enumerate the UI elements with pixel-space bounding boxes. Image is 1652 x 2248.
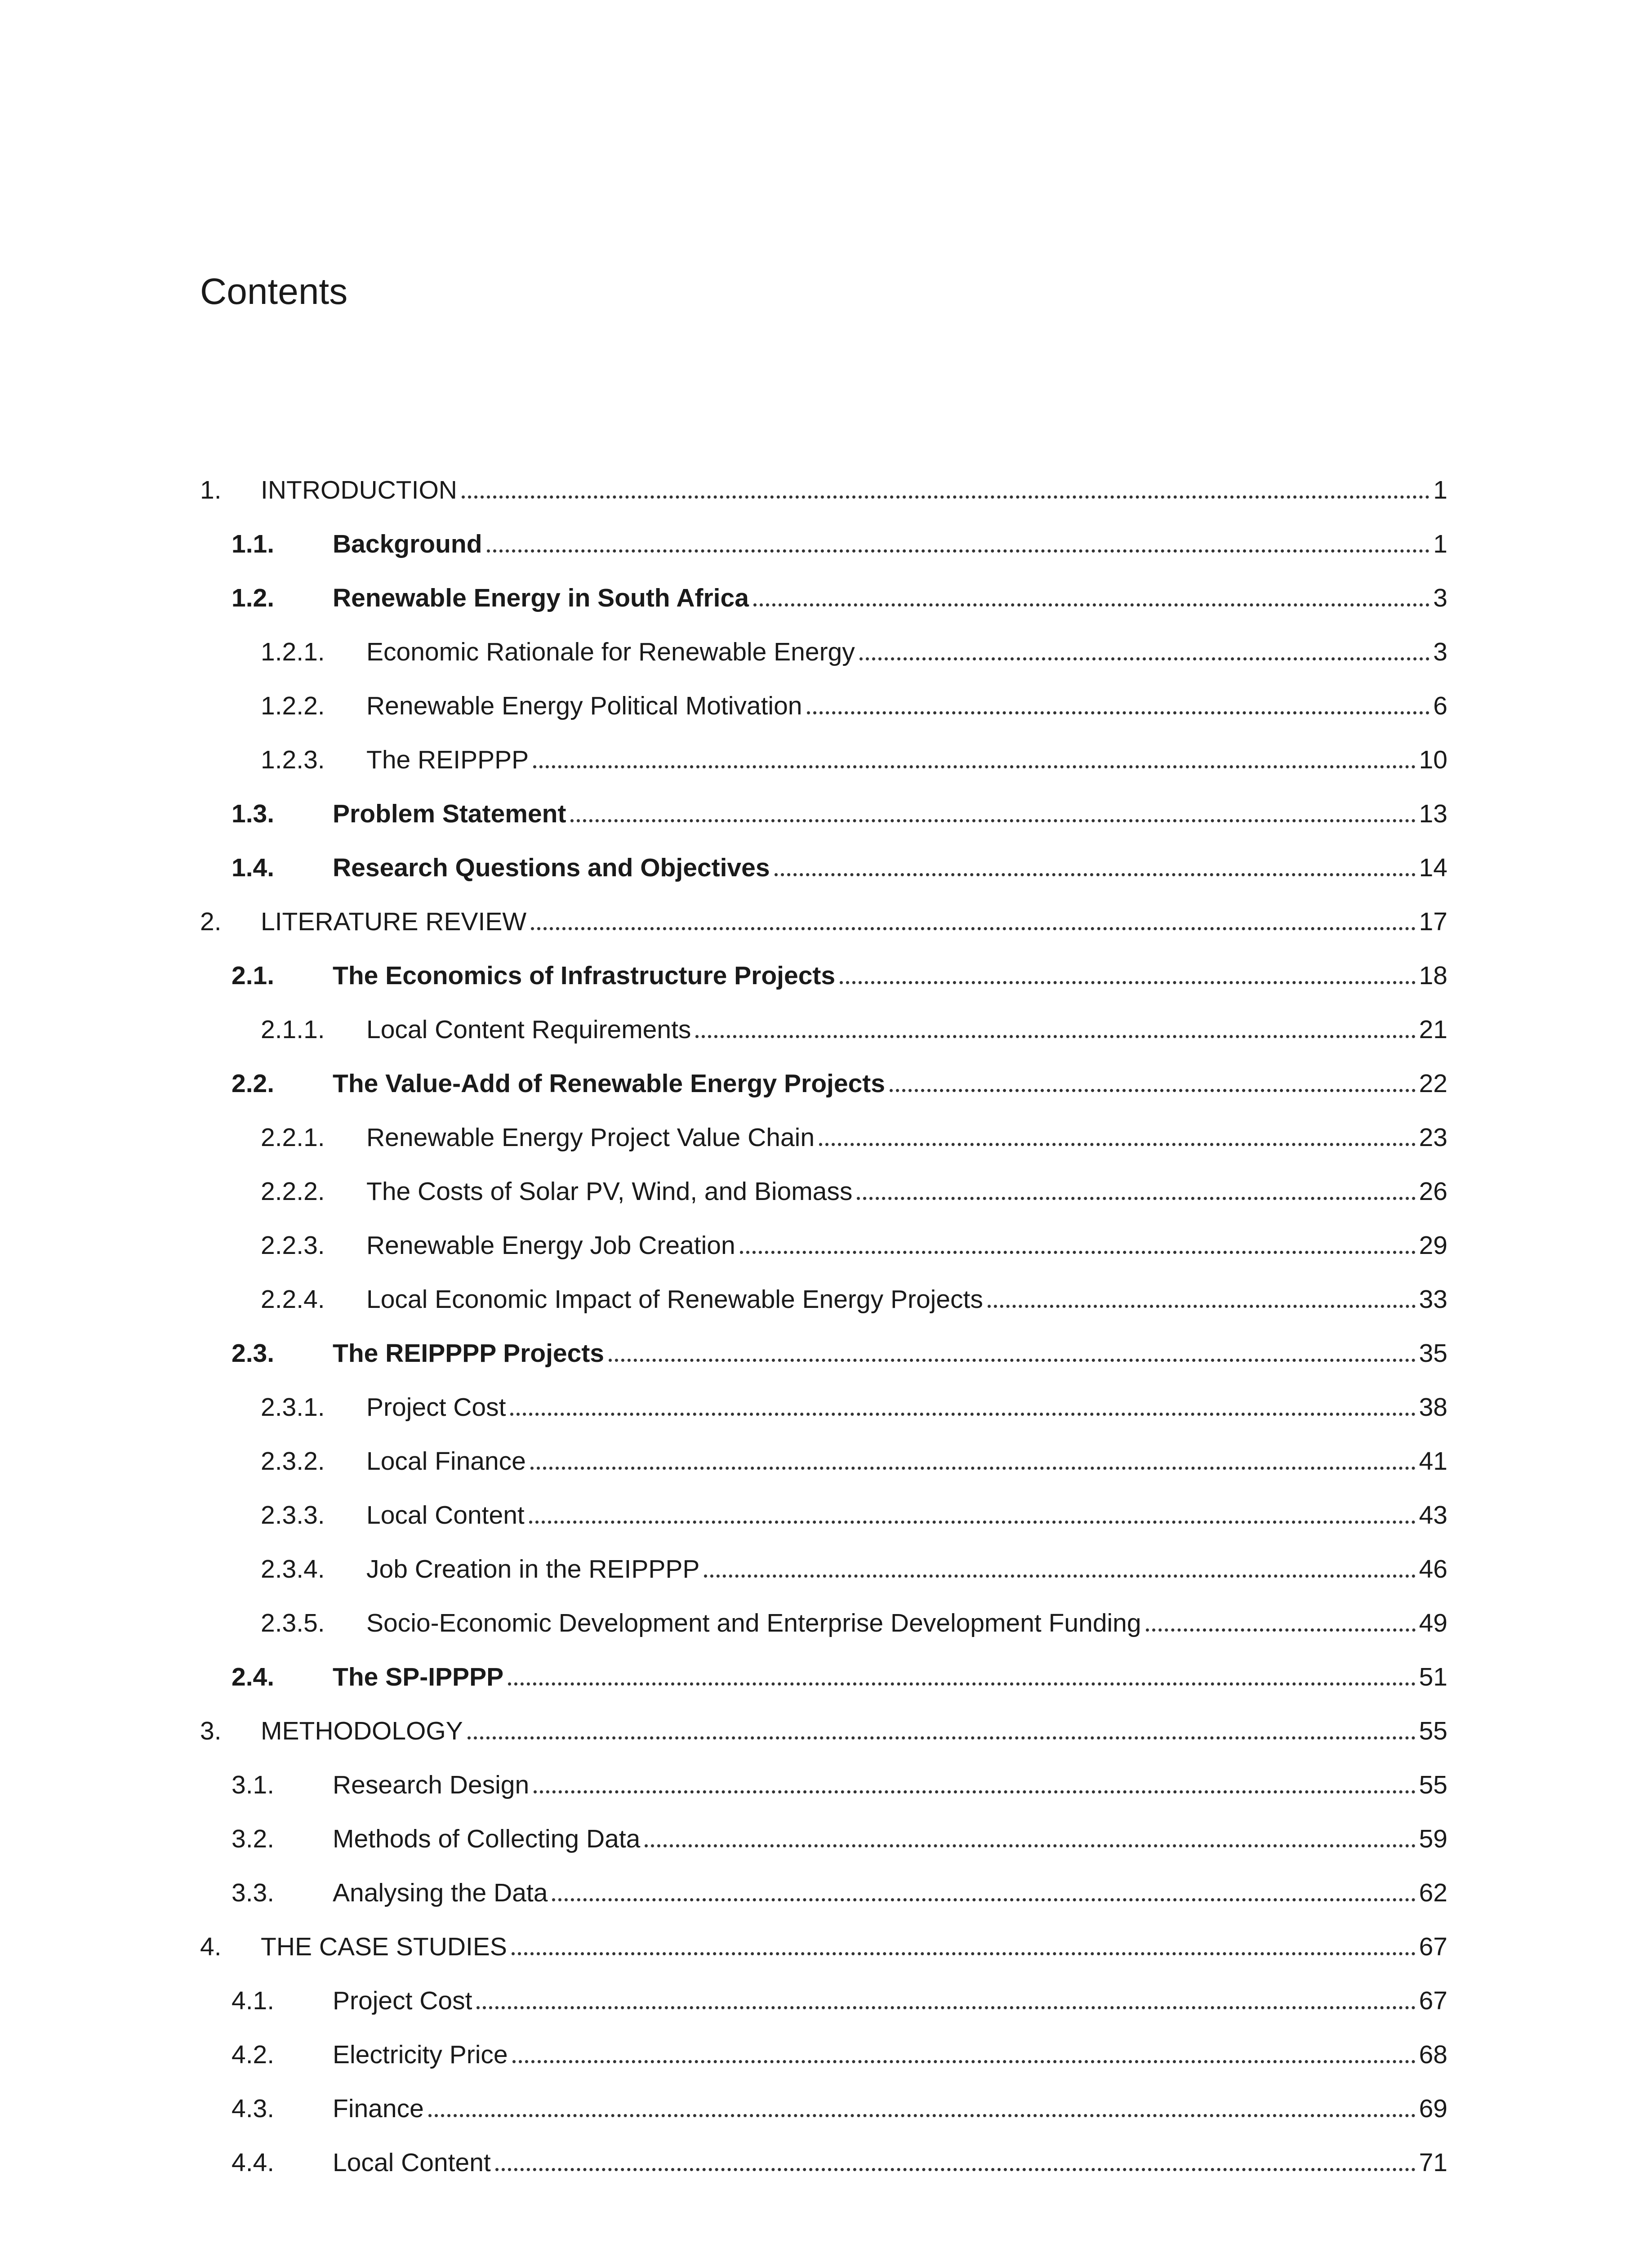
- dot-leader: [552, 1898, 1415, 1901]
- toc-entry-title[interactable]: THE CASE STUDIES: [261, 1934, 512, 1960]
- toc-entry-title[interactable]: Methods of Collecting Data: [333, 1826, 645, 1852]
- toc-entry-title[interactable]: The Costs of Solar PV, Wind, and Biomass: [366, 1179, 857, 1204]
- toc-entry-page-number[interactable]: 21: [1419, 1015, 1447, 1044]
- toc-entry-line: [366, 1017, 1447, 1043]
- toc-entry-page-number[interactable]: 1: [1433, 529, 1447, 558]
- dot-leader: [510, 1413, 1415, 1416]
- toc-entry-page-number[interactable]: 38: [1419, 1392, 1447, 1422]
- toc-entry-number: 2.2.4.: [261, 1285, 325, 1314]
- toc-entry-number: 1.4.: [232, 853, 275, 882]
- dot-leader: [859, 657, 1430, 660]
- toc-entry-page-number[interactable]: 43: [1419, 1500, 1447, 1530]
- toc-entry-title[interactable]: The REIPPPP Projects: [333, 1341, 609, 1366]
- toc-entry-number: 1.2.1.: [261, 637, 325, 666]
- toc-entry-line: [333, 1988, 1447, 2014]
- toc-entry-page-number[interactable]: 49: [1419, 1608, 1447, 1637]
- toc-entry-line: [366, 1392, 1447, 1422]
- page-title: Contents: [200, 271, 348, 312]
- toc-entry-number: 1.1.: [232, 529, 275, 558]
- toc-entry-title[interactable]: Local Content: [366, 1503, 529, 1528]
- toc-entry-page-number[interactable]: 29: [1419, 1231, 1447, 1260]
- toc-entry-number: 4.4.: [232, 2148, 275, 2177]
- toc-entry-title[interactable]: Finance: [333, 2096, 428, 2122]
- toc-entry[interactable]: [200, 1272, 1447, 1326]
- toc-entry-page-number[interactable]: 3: [1433, 583, 1447, 612]
- toc-entry[interactable]: [200, 733, 1447, 787]
- toc-entry-line: [261, 909, 1447, 935]
- dot-leader: [890, 1089, 1416, 1092]
- toc-entry-title[interactable]: INTRODUCTION: [261, 477, 462, 503]
- toc-entry-line: [333, 1664, 1447, 1690]
- dot-leader: [512, 1952, 1416, 1955]
- toc-entry-page-number[interactable]: 51: [1419, 1662, 1447, 1691]
- toc-entry-page-number[interactable]: 17: [1419, 907, 1447, 936]
- toc-entry-title[interactable]: Local Content: [333, 2150, 495, 2176]
- toc-entry-page-number[interactable]: 35: [1419, 1338, 1447, 1368]
- toc-entry-page-number[interactable]: 1: [1433, 475, 1447, 504]
- toc-entry[interactable]: [200, 1542, 1447, 1596]
- toc-entry-title[interactable]: Economic Rationale for Renewable Energy: [366, 639, 859, 665]
- toc-entry[interactable]: [200, 1488, 1447, 1542]
- toc-entry-line: [366, 1125, 1447, 1151]
- toc-entry-number: 4.: [200, 1932, 222, 1961]
- toc-entry-number: 2.3.: [232, 1338, 275, 1368]
- toc-entry-number: 2.3.3.: [261, 1500, 325, 1530]
- toc-entry-number: 3.3.: [232, 1878, 275, 1907]
- dot-leader: [530, 1467, 1416, 1470]
- dot-leader: [840, 981, 1415, 984]
- toc-entry-page-number[interactable]: 69: [1419, 2094, 1447, 2123]
- toc-entry-number: 1.2.3.: [261, 745, 325, 774]
- toc-entry-line: [366, 1554, 1447, 1583]
- dot-leader: [508, 1682, 1415, 1686]
- toc-entry[interactable]: [200, 1974, 1447, 2028]
- dot-leader: [857, 1197, 1415, 1200]
- toc-entry-line: [333, 1772, 1447, 1798]
- toc-entry-number: 2.1.: [232, 961, 275, 990]
- toc-entry-page-number[interactable]: 13: [1419, 799, 1447, 828]
- toc-entry-page-number[interactable]: 6: [1433, 691, 1447, 720]
- toc-entry-number: 2.: [200, 907, 222, 936]
- toc-entry-page-number[interactable]: 59: [1419, 1824, 1447, 1853]
- toc-entry-line: [366, 747, 1447, 773]
- toc-entry-page-number[interactable]: 67: [1419, 1986, 1447, 2015]
- dot-leader: [529, 1521, 1416, 1524]
- toc-entry[interactable]: [200, 1218, 1447, 1272]
- toc-entry-number: 1.2.2.: [261, 691, 325, 720]
- toc-entry[interactable]: [200, 1812, 1447, 1866]
- toc-entry[interactable]: [200, 517, 1447, 571]
- dot-leader: [740, 1251, 1416, 1254]
- toc-entry[interactable]: [200, 1111, 1447, 1164]
- toc-entry-number: 3.1.: [232, 1770, 275, 1799]
- dot-leader: [1146, 1628, 1416, 1632]
- toc-entry[interactable]: [200, 949, 1447, 1003]
- toc-entry-title[interactable]: Job Creation in the REIPPPP: [366, 1557, 704, 1582]
- toc-entry-line: [333, 801, 1447, 827]
- toc-entry[interactable]: [200, 895, 1447, 949]
- toc-entry-page-number[interactable]: 68: [1419, 2040, 1447, 2069]
- toc-entry-number: 3.: [200, 1716, 222, 1745]
- toc-entry[interactable]: [200, 571, 1447, 625]
- toc-entry[interactable]: [200, 625, 1447, 679]
- toc-entry-line: [366, 639, 1447, 665]
- toc-entry[interactable]: [200, 1758, 1447, 1812]
- dot-leader: [819, 1143, 1416, 1146]
- toc-entry-page-number[interactable]: 10: [1419, 745, 1447, 774]
- toc-entry[interactable]: [200, 2136, 1447, 2190]
- toc-entry-line: [333, 1880, 1447, 1906]
- dot-leader: [695, 1035, 1415, 1038]
- toc-entry-page-number[interactable]: 3: [1433, 637, 1447, 666]
- toc-entry-title[interactable]: The REIPPPP: [366, 747, 533, 773]
- toc-entry-line: [366, 1500, 1447, 1530]
- toc-entry-page-number[interactable]: 71: [1419, 2148, 1447, 2177]
- toc-entry[interactable]: [200, 841, 1447, 895]
- toc-entry-title[interactable]: Research Questions and Objectives: [333, 855, 775, 881]
- toc-entry-number: 3.2.: [232, 1824, 275, 1853]
- toc-entry-title[interactable]: LITERATURE REVIEW: [261, 909, 531, 935]
- toc-entry[interactable]: [200, 2082, 1447, 2136]
- toc-entry-line: [366, 1287, 1447, 1312]
- toc-entry-page-number[interactable]: 55: [1419, 1716, 1447, 1745]
- toc-entry[interactable]: [200, 1650, 1447, 1704]
- toc-entry-number: 2.1.1.: [261, 1015, 325, 1044]
- toc-entry-line: [366, 1179, 1447, 1204]
- toc-entry-number: 4.2.: [232, 2040, 275, 2069]
- toc-entry-number: 2.2.1.: [261, 1123, 325, 1152]
- toc-entry-title[interactable]: Local Economic Impact of Renewable Energy Projects: [366, 1287, 988, 1312]
- toc-entry-number: 2.2.3.: [261, 1231, 325, 1260]
- toc-entry-page-number[interactable]: 22: [1419, 1069, 1447, 1098]
- toc-entry-page-number[interactable]: 33: [1419, 1285, 1447, 1314]
- toc-entry[interactable]: [200, 1704, 1447, 1758]
- toc-entry-line: [333, 1826, 1447, 1852]
- dot-leader: [534, 1790, 1415, 1793]
- toc-entry-title[interactable]: Renewable Energy in South Africa: [333, 585, 753, 611]
- toc-entry[interactable]: [200, 1434, 1447, 1488]
- toc-entry-title[interactable]: Local Content Requirements: [366, 1017, 695, 1043]
- toc-entry-line: [333, 855, 1447, 881]
- dot-leader: [753, 603, 1429, 607]
- toc-entry-title[interactable]: Electricity Price: [333, 2042, 512, 2068]
- toc-entry-line: [261, 1934, 1447, 1960]
- dot-leader: [462, 495, 1429, 499]
- toc-entry[interactable]: [200, 679, 1447, 733]
- dot-leader: [570, 819, 1415, 822]
- toc-entry-line: [333, 2096, 1447, 2122]
- toc-entry-number: 2.2.: [232, 1069, 275, 1098]
- toc-entry-line: [333, 1338, 1447, 1368]
- toc-entry[interactable]: [200, 1596, 1447, 1650]
- toc-entry-number: 1.2.: [232, 583, 275, 612]
- toc-entry-title[interactable]: Problem Statement: [333, 801, 570, 827]
- toc-entry-number: 1.3.: [232, 799, 275, 828]
- dot-leader: [531, 927, 1415, 930]
- dot-leader: [487, 549, 1430, 553]
- toc-entry-line: [333, 2042, 1447, 2068]
- toc-entry-title[interactable]: Project Cost: [333, 1988, 476, 2014]
- toc-entry-title[interactable]: The Economics of Infrastructure Projects: [333, 963, 840, 989]
- toc-entry-title[interactable]: Local Finance: [366, 1449, 530, 1474]
- toc-entry-line: [261, 1718, 1447, 1744]
- toc-entry-page-number[interactable]: 26: [1419, 1177, 1447, 1206]
- toc-entry-title[interactable]: Background: [333, 531, 487, 557]
- toc-entry-title[interactable]: Analysing the Data: [333, 1880, 552, 1906]
- dot-leader: [988, 1305, 1416, 1308]
- dot-leader: [512, 2060, 1416, 2063]
- toc-entry[interactable]: [200, 1164, 1447, 1218]
- dot-leader: [476, 2006, 1415, 2009]
- toc-entry[interactable]: [200, 1003, 1447, 1057]
- toc-entry-line: [261, 477, 1447, 503]
- toc-entry-number: 2.4.: [232, 1662, 275, 1691]
- toc-entry-number: 4.1.: [232, 1986, 275, 2015]
- toc-entry-number: 2.3.4.: [261, 1554, 325, 1583]
- toc-entry[interactable]: [200, 1326, 1447, 1380]
- toc-entry-line: [366, 1610, 1447, 1636]
- toc-entry-line: [366, 1233, 1447, 1258]
- toc-entry-line: [333, 2150, 1447, 2176]
- toc-entry-title[interactable]: METHODOLOGY: [261, 1718, 468, 1744]
- toc-entry-page-number[interactable]: 46: [1419, 1554, 1447, 1583]
- dot-leader: [428, 2114, 1416, 2117]
- toc-entry-title[interactable]: The SP-IPPPP: [333, 1664, 508, 1690]
- toc-entry-number: 1.: [200, 475, 222, 504]
- toc-entry-line: [366, 693, 1447, 719]
- toc-entry-number: 4.3.: [232, 2094, 275, 2123]
- table-of-contents: [200, 463, 1447, 2190]
- toc-entry-title[interactable]: Renewable Energy Job Creation: [366, 1233, 740, 1258]
- toc-entry-line: [333, 963, 1447, 989]
- toc-entry[interactable]: [200, 1866, 1447, 1920]
- dot-leader: [775, 873, 1416, 876]
- toc-entry-page-number[interactable]: 18: [1419, 961, 1447, 990]
- toc-entry-page-number[interactable]: 14: [1419, 853, 1447, 882]
- dot-leader: [533, 765, 1415, 768]
- toc-entry-line: [366, 1446, 1447, 1476]
- toc-entry-page-number[interactable]: 62: [1419, 1878, 1447, 1907]
- dot-leader: [704, 1574, 1415, 1578]
- toc-entry-line: [333, 1071, 1447, 1097]
- toc-entry-line: [333, 531, 1447, 557]
- toc-entry[interactable]: [200, 2028, 1447, 2082]
- toc-entry-title[interactable]: Project Cost: [366, 1395, 510, 1420]
- dot-leader: [807, 711, 1430, 714]
- toc-entry[interactable]: [200, 1057, 1447, 1111]
- dot-leader: [468, 1736, 1416, 1740]
- toc-entry[interactable]: [200, 1380, 1447, 1434]
- dot-leader: [495, 2168, 1416, 2171]
- toc-entry-page-number[interactable]: 23: [1419, 1123, 1447, 1152]
- dot-leader: [609, 1359, 1416, 1362]
- toc-entry-number: 2.2.2.: [261, 1177, 325, 1206]
- toc-entry-title[interactable]: Socio-Economic Development and Enterprise Development Funding: [366, 1610, 1146, 1636]
- toc-entry-title[interactable]: Renewable Energy Political Motivation: [366, 693, 807, 719]
- dot-leader: [645, 1844, 1415, 1847]
- toc-entry-page-number[interactable]: 67: [1419, 1932, 1447, 1961]
- toc-entry-page-number[interactable]: 41: [1419, 1446, 1447, 1476]
- toc-entry-page-number[interactable]: 55: [1419, 1770, 1447, 1799]
- toc-entry[interactable]: [200, 463, 1447, 517]
- toc-entry-number: 2.3.2.: [261, 1446, 325, 1476]
- toc-entry-title[interactable]: The Value-Add of Renewable Energy Projects: [333, 1071, 890, 1097]
- toc-entry-title[interactable]: Renewable Energy Project Value Chain: [366, 1125, 819, 1151]
- toc-entry[interactable]: [200, 787, 1447, 841]
- toc-entry-number: 2.3.1.: [261, 1392, 325, 1422]
- toc-entry[interactable]: [200, 1920, 1447, 1974]
- toc-entry-line: [333, 585, 1447, 611]
- toc-entry-title[interactable]: Research Design: [333, 1772, 534, 1798]
- toc-entry-number: 2.3.5.: [261, 1608, 325, 1637]
